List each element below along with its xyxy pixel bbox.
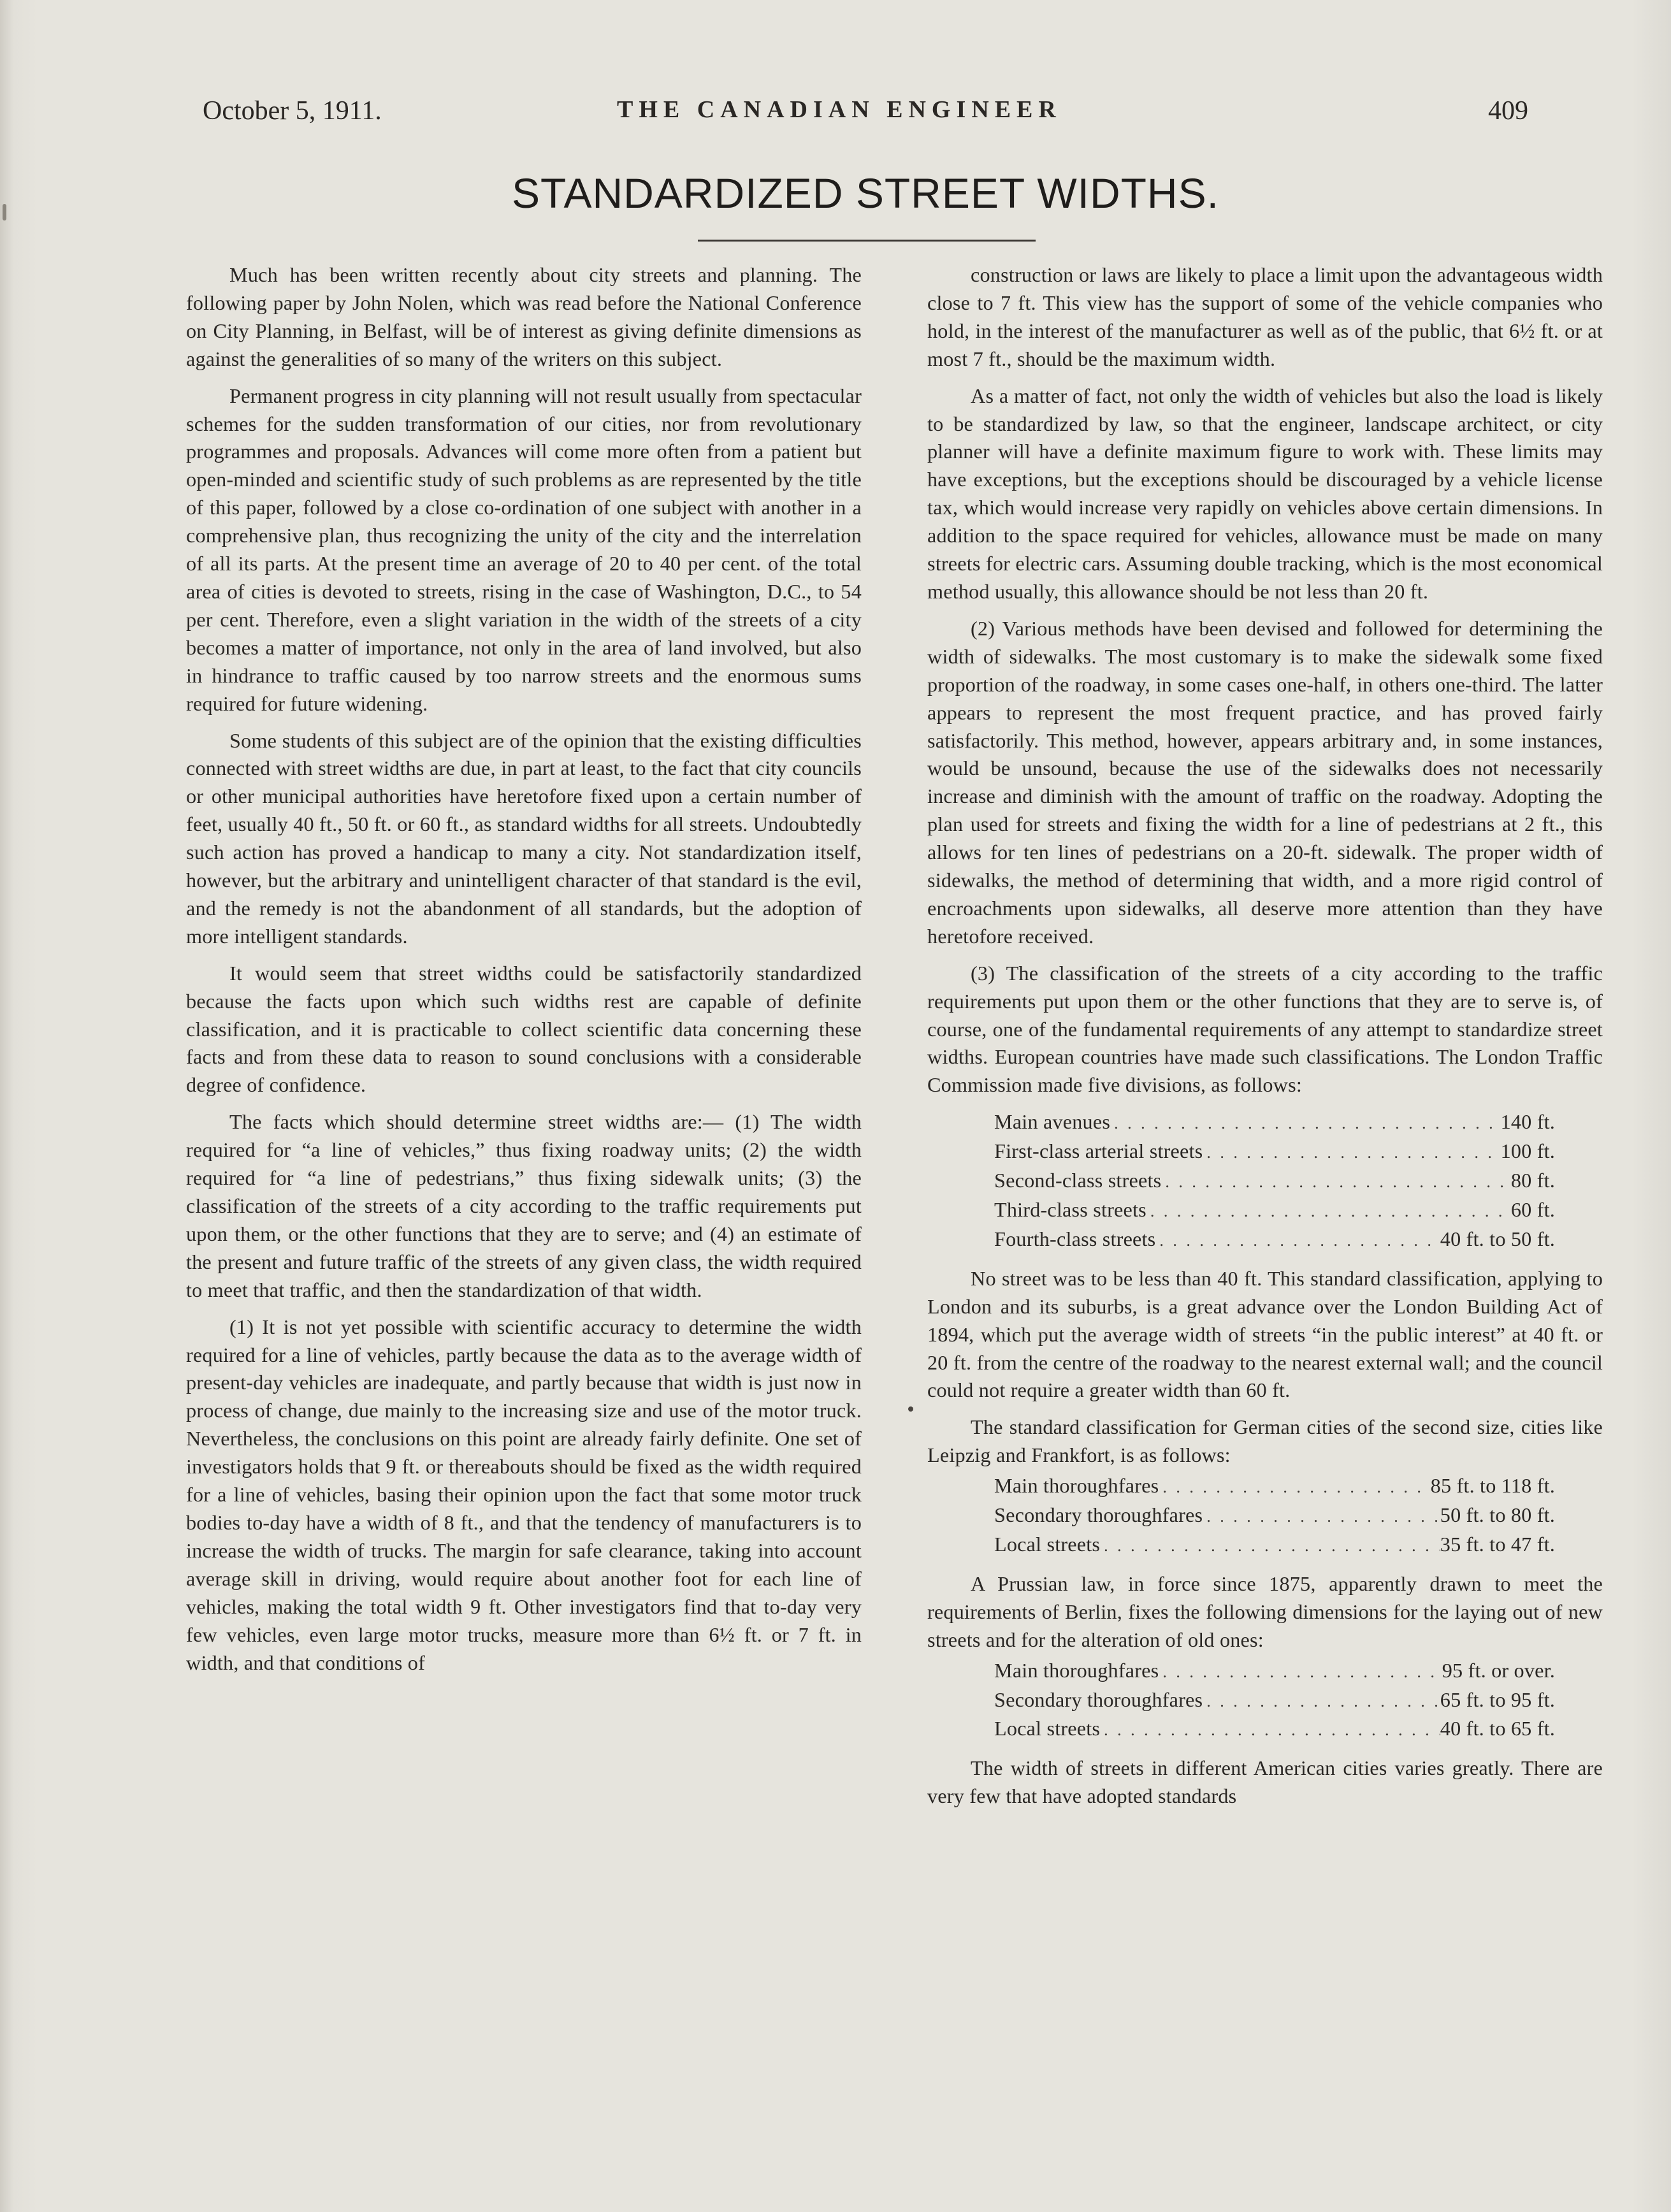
street-class-name: Main avenues (994, 1110, 1111, 1134)
prussian-law-list (927, 1657, 1603, 1745)
street-class-name: Third-class streets (994, 1198, 1147, 1221)
paragraph: (3) The classification of the streets of a city according to the traffic requirements put upon them or the other functions that they are to serve is, of course, one of the fundamental requirements of any attempt to standardize street widths. European countries have made such classifications. The London Traffic Commission made five divisions, as follows: (927, 961, 1603, 1097)
leader-dots (1161, 1168, 1511, 1196)
list-item (994, 1686, 1555, 1716)
leader-dots (1155, 1227, 1440, 1255)
street-width-value: 40 ft. to 65 ft. (1440, 1717, 1555, 1740)
street-class-name: First-class arterial streets (994, 1139, 1203, 1163)
street-width-value: 140 ft. (1500, 1110, 1555, 1134)
leader-dots (1203, 1139, 1500, 1167)
street-class-name: Local streets (994, 1717, 1101, 1740)
london-classification-list (927, 1108, 1603, 1255)
right-column (927, 261, 1603, 1819)
paragraph: No street was to be less than 40 ft. This standard classification, applying to London and its suburbs, is a great advance over the London Building Act of 1894, which put the average width of streets “in the public interest” at 40 ft. or 20 ft. from the centre of the roadway to the nearest external wall; and the council could not require a greater width than 60 ft. (927, 1266, 1603, 1402)
leader-dots (1159, 1473, 1430, 1501)
list-item (994, 1531, 1555, 1560)
street-width-value: 100 ft. (1500, 1139, 1555, 1163)
street-class-name: Fourth-class streets (994, 1227, 1156, 1250)
street-class-name: Secondary thoroughfares (994, 1503, 1203, 1527)
german-classification-list (927, 1472, 1603, 1560)
street-width-value: 60 ft. (1510, 1198, 1555, 1221)
street-class-name: Second-class streets (994, 1169, 1162, 1192)
leader-dots (1100, 1532, 1440, 1560)
issue-date: October 5, 1911. (203, 96, 382, 126)
street-width-value: 85 ft. to 118 ft. (1430, 1474, 1555, 1498)
paragraph: The facts which should determine street widths are:— (1) The width required for “a line of vehicles,” thus fixing roadway units; (2) the width required for “a line of pedestrians,” thus fixing sidewalk units; (3) the classification of the streets of a city according to the traffic requirements put upon them, or the other functions that they are to serve; and (4) an estimate of the present and future traffic of the streets of any given class, the width required to meet that traffic, and then the standardization of that width. (186, 1110, 862, 1301)
list-item (994, 1167, 1555, 1196)
page-number: 409 (1488, 96, 1528, 126)
list-item (994, 1472, 1555, 1501)
street-width-value: 50 ft. to 80 ft. (1440, 1503, 1555, 1527)
paragraph: It would seem that street widths could be satisfactorily standardized because the facts upon which such widths rest are capable of definite classification, and it is practicable to collect scientific data concerning these facts and from these data to reason to sound conclusions with a considerable degree of confidence. (186, 961, 862, 1097)
title-rule (698, 240, 1036, 242)
journal-title: THE CANADIAN ENGINEER (617, 96, 1062, 123)
paragraph: Much has been written recently about city streets and planning. The following paper by John Nolen, which was read before the National Conference on City Planning, in Belfast, will be of interest as giving definite dimensions as against the generalities of so many of the writers on this subject. (186, 263, 862, 370)
street-class-name: Secondary thoroughfares (994, 1688, 1203, 1711)
leader-dots (1110, 1110, 1501, 1138)
paragraph: (2) Various methods have been devised and followed for determining the width of sidewalks. The most customary is to make the sidewalk some fixed proportion of the roadway, in some cases one-half, in others one-third. The latter appears to represent the most frequent practice, and has proved fairly satisfactorily. This method, however, appears arbitrary and, in some instances, would be unsound, because the use of the sidewalks does not necessarily increase and diminish with the amount of traffic on the roadway. Adopting the plan used for streets and fixing the width for a line of pedestrians at 2 ft., this allows for ten lines of pedestrians on a 20-ft. sidewalk. The proper width of sidewalks, the method of determining that width, and a more rigid control of encroachments upon sidewalks, all deserve more attention than they have heretofore received. (927, 616, 1603, 948)
street-width-value: 95 ft. or over. (1442, 1658, 1555, 1682)
paragraph: Some students of this subject are of the opinion that the existing difficulties connected with street widths are due, in part at least, to the fact that city councils or other municipal authorities have heretofore fixed upon a certain number of feet, usually 40 ft., 50 ft. or 60 ft., as standard widths for all streets. Undoubtedly such action has proved a handicap to many a city. Not standardization itself, however, but the arbitrary and unintelligent character of that standard is the evil, and the remedy is not the abandonment of all standards, but the adoption of more intelligent standards. (186, 728, 862, 948)
list-item (994, 1108, 1555, 1138)
list-item (994, 1501, 1555, 1531)
leader-dots (1159, 1658, 1442, 1686)
print-speck (908, 1406, 913, 1412)
street-width-value: 65 ft. to 95 ft. (1440, 1688, 1555, 1711)
print-speck (3, 204, 6, 220)
list-item (994, 1138, 1555, 1167)
street-class-name: Local streets (994, 1532, 1101, 1556)
leader-dots (1100, 1716, 1440, 1744)
street-width-value: 80 ft. (1510, 1169, 1555, 1192)
list-item (994, 1657, 1555, 1686)
paragraph: As a matter of fact, not only the width of vehicles but also the load is likely to be standardized by law, so that the engineer, landscape architect, or city planner will have a definite maximum figure to work with. These limits may have exceptions, but the exceptions should be discouraged by a vehicle license tax, which would increase very rapidly on vehicles above certain dimensions. In addition to the space required for vehicles, allowance must be made on many streets for electric cars. Assuming double tracking, which is the most economical method usually, this allowance should be not less than 20 ft. (927, 384, 1603, 603)
leader-dots (1203, 1688, 1440, 1716)
paragraph: (1) It is not yet possible with scientific accuracy to determine the width required for a line of vehicles, partly because the data as to the average width of present-day vehicles are inadequate, and partly because that width is just now in process of change, due mainly to the increasing size and use of the motor truck. Nevertheless, the conclusions on this point are already fairly definite. One set of investigators holds that 9 ft. or thereabouts should be fixed as the width required for a line of vehicles, basing their opinion upon the fact that some motor truck bodies to-day have a width of 8 ft., and that the tendency of manufacturers is to increase the width of trucks. The margin for safe clearance, taking into account average skill in driving, would require about another foot for each line of vehicles, making the total width 9 ft. Other investigators find that to-day very few vehicles, even large motor trucks, measure more than 6½ ft. or 7 ft. in width, and that conditions of (186, 1315, 862, 1674)
street-width-value: 35 ft. to 47 ft. (1440, 1532, 1555, 1556)
list-item (994, 1196, 1555, 1225)
paragraph: construction or laws are likely to place a limit upon the advantageous width close to 7 ft. This view has the support of some of the vehicle companies who hold, in the interest of the manufacturer as well as of the public, that 6½ ft. or at most 7 ft., should be the maximum width. (927, 263, 1603, 370)
leader-dots (1147, 1197, 1511, 1225)
list-item (994, 1225, 1555, 1255)
list-item (994, 1715, 1555, 1744)
running-head (203, 96, 1528, 140)
street-width-value: 40 ft. to 50 ft. (1440, 1227, 1555, 1250)
paragraph: The width of streets in different American cities varies greatly. There are very few that have adopted standards (927, 1756, 1603, 1808)
left-column (186, 261, 862, 1686)
paragraph: The standard classification for German cities of the second size, cities like Leipzig and Frankfort, is as follows: (927, 1415, 1603, 1467)
paragraph: A Prussian law, in force since 1875, apparently drawn to meet the requirements of Berlin, fixes the following dimensions for the laying out of new streets and for the alteration of old ones: (927, 1572, 1603, 1651)
article-title: STANDARDIZED STREET WIDTHS. (512, 170, 1219, 217)
street-class-name: Main thoroughfares (994, 1474, 1159, 1498)
leader-dots (1203, 1503, 1440, 1531)
street-class-name: Main thoroughfares (994, 1658, 1159, 1682)
paragraph: Permanent progress in city planning will not result usually from spectacular schemes for the sudden transformation of our cities, nor from revolutionary programmes and proposals. Advances will come more often from a patient but open-minded and scientific study of such problems as are represented by the title of this paper, followed by a close co-ordination of one subject with another in a comprehensive plan, thus recognizing the unity of the city and the interrelation of all its parts. At the present time an average of 20 to 40 per cent. of the total area of cities is devoted to streets, rising in the case of Washington, D.C., to 54 per cent. Therefore, even a slight variation in the width of the streets of a city becomes a matter of importance, not only in the area of land involved, but also in hindrance to traffic caused by too narrow streets and the enormous sums required for future widening. (186, 384, 862, 715)
